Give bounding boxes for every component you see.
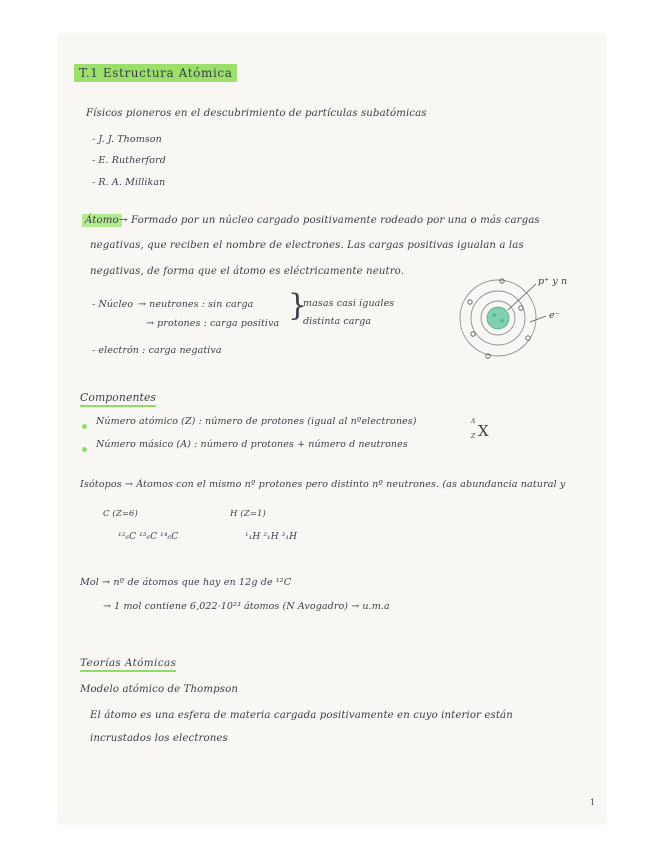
hydrogen-label: H (Z=1): [230, 509, 266, 519]
atom-def-line1: → Formado por un núcleo cargado positivamente rodeado por una o más cargas: [119, 215, 540, 226]
mol-line-1: Mol → nº de átomos que hay en 12g de ¹²C: [80, 577, 292, 588]
electron-dot: [526, 336, 530, 340]
atom-def-line3: negativas, de forma que el átomo es eléctricamente neutro.: [90, 266, 405, 277]
nucleo-label: - Núcleo: [92, 299, 134, 310]
bullet-dot: [82, 424, 87, 429]
physicists-heading: Físicos pioneros en el descubrimiento de partículas subatómicas: [86, 108, 427, 119]
electron-line: - electrón : carga negativa: [92, 345, 222, 356]
hydrogen-isotopes: ¹₁H ²₁H ³₁H: [245, 532, 298, 542]
nucleus-dot: [492, 313, 496, 317]
isotopes-line: Isótopos → Átomos con el mismo nº protones pero distinto nº neutrones. (as abundancia natural y: [80, 479, 566, 490]
electron-dot: [468, 300, 472, 304]
thompson-desc-2: incrustados los electrones: [90, 733, 228, 744]
section-title: T.1 Estructura Atómica: [74, 64, 237, 82]
notation-x: X: [478, 422, 489, 440]
notation-z: Z: [471, 433, 476, 440]
diagram-label-e: e⁻: [549, 310, 560, 321]
component-item-2: Número másico (A) : número d protones + número d neutrones: [96, 439, 408, 450]
neutrones-line: → neutrones : sin carga: [138, 299, 254, 310]
physicist-item: - E. Rutherford: [92, 155, 166, 166]
brace: }: [288, 288, 308, 323]
electron-dot: [519, 306, 523, 310]
electron-dot: [471, 332, 475, 336]
protones-line: → protones : carga positiva: [146, 318, 280, 329]
theories-heading: Teorías Atómicas: [80, 657, 176, 672]
notebook-page: [58, 34, 606, 824]
nucleus-dot: [500, 319, 504, 323]
thompson-desc-1: El átomo es una esfera de materia cargada positivamente en cuyo interior están: [90, 710, 513, 721]
brace-note-1: masas casi iguales: [303, 298, 395, 309]
nucleus: [487, 307, 509, 329]
bullet-dot: [82, 447, 87, 452]
electron-dot: [500, 279, 504, 283]
components-heading: Componentes: [80, 391, 156, 407]
diagram-label-p: p⁺ y n: [538, 276, 568, 287]
physicist-item: - J. J. Thomson: [92, 134, 162, 145]
component-item-1: Número atómico (Z) : número de protones (igual al nºelectrones): [96, 416, 417, 427]
carbon-isotopes: ¹²₆C ¹³₆C ¹⁴₆C: [118, 532, 179, 542]
atom-term: Átomo: [82, 214, 122, 227]
page-number: 1: [590, 798, 596, 807]
mol-line-2: → 1 mol contiene 6,022·10²³ átomos (N Avogadro) → u.m.a: [103, 601, 390, 612]
atom-def-line2: negativas, que reciben el nombre de electrones. Las cargas positivas igualan a las: [90, 240, 524, 251]
pointer-electron: [530, 316, 546, 322]
thompson-model: Modelo atómico de Thompson: [80, 684, 239, 695]
brace-note-2: distinta carga: [303, 316, 372, 327]
notation-a: A: [471, 418, 476, 425]
carbon-label: C (Z=6): [103, 509, 138, 519]
physicist-item: - R. A. Millikan: [92, 177, 166, 188]
